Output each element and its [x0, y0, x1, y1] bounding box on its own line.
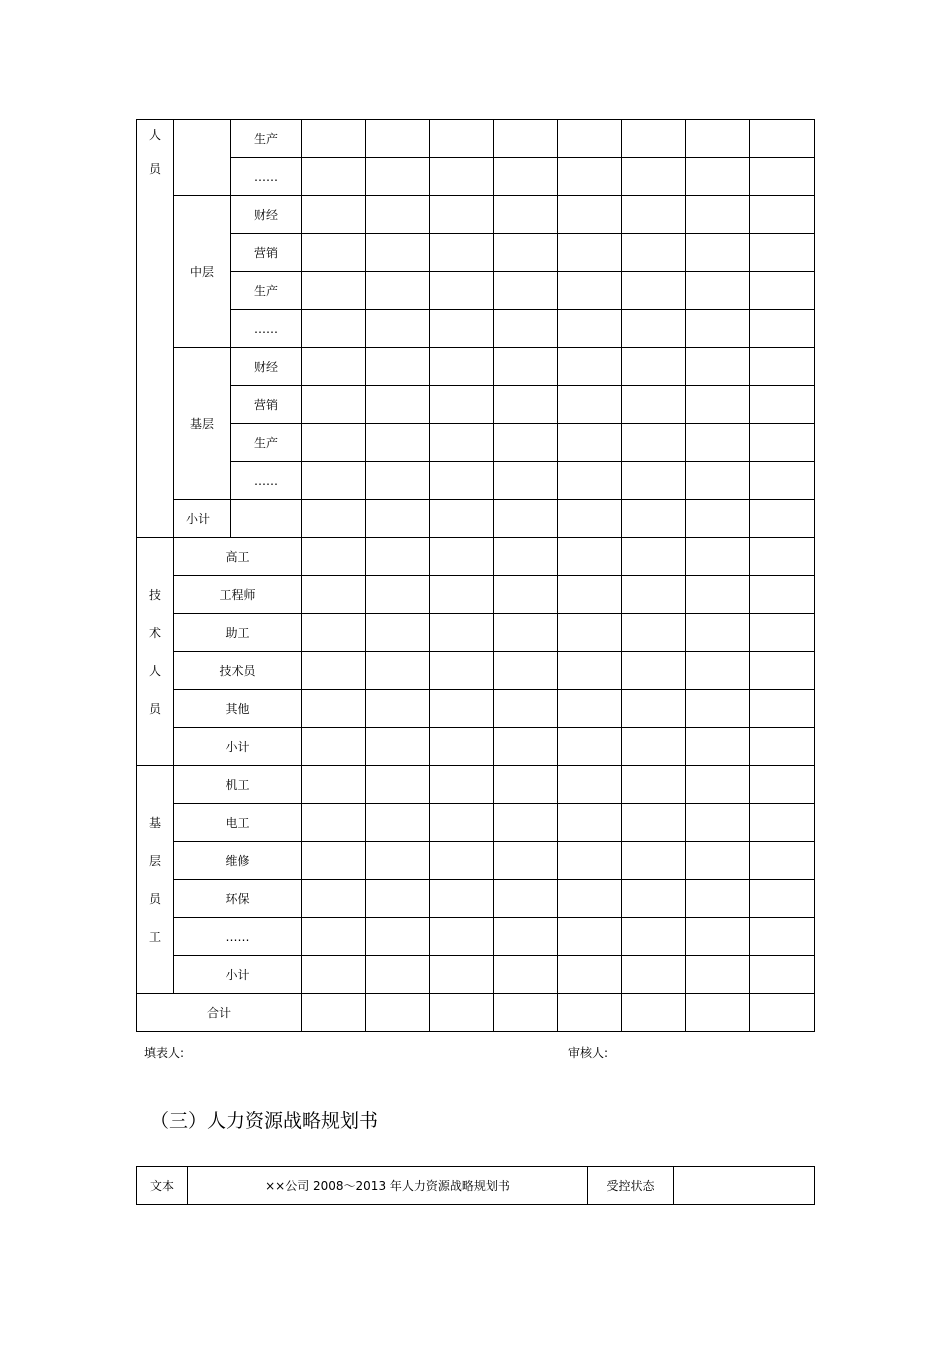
- role-label: 生产: [231, 272, 302, 310]
- side-label-char: 人: [148, 663, 161, 678]
- data-cell[interactable]: [430, 614, 494, 652]
- data-cell[interactable]: [430, 462, 494, 500]
- role-label: ……: [174, 918, 302, 956]
- data-cell[interactable]: [558, 158, 622, 196]
- data-cell[interactable]: [366, 614, 430, 652]
- table-row: [137, 196, 815, 234]
- data-cell[interactable]: [366, 652, 430, 690]
- data-cell[interactable]: [494, 196, 558, 234]
- data-cell[interactable]: [622, 538, 686, 576]
- data-cell[interactable]: [686, 956, 750, 994]
- data-cell[interactable]: [558, 424, 622, 462]
- data-cell[interactable]: [494, 462, 558, 500]
- side-label-char: 员: [148, 891, 161, 906]
- side-label-char: 术: [148, 625, 161, 640]
- data-cell[interactable]: [558, 272, 622, 310]
- data-cell[interactable]: [366, 424, 430, 462]
- data-cell[interactable]: [302, 386, 366, 424]
- data-cell[interactable]: [366, 272, 430, 310]
- data-cell[interactable]: [622, 120, 686, 158]
- table-row: [137, 310, 815, 348]
- data-cell[interactable]: [686, 652, 750, 690]
- data-cell[interactable]: [430, 424, 494, 462]
- table-row: [137, 994, 815, 1032]
- side-label-char: 基: [148, 815, 161, 830]
- data-cell[interactable]: [302, 994, 366, 1032]
- data-cell[interactable]: [622, 386, 686, 424]
- data-cell[interactable]: [686, 690, 750, 728]
- data-cell[interactable]: [430, 386, 494, 424]
- data-cell[interactable]: [430, 766, 494, 804]
- role-label: 小计: [174, 956, 302, 994]
- data-cell[interactable]: [686, 804, 750, 842]
- data-cell[interactable]: [622, 614, 686, 652]
- role-label: 小计: [174, 728, 302, 766]
- data-cell[interactable]: [366, 310, 430, 348]
- data-cell[interactable]: [430, 918, 494, 956]
- data-cell[interactable]: [558, 690, 622, 728]
- data-cell[interactable]: [686, 766, 750, 804]
- data-cell[interactable]: [430, 652, 494, 690]
- data-cell[interactable]: [302, 766, 366, 804]
- role-label: 生产: [231, 120, 302, 158]
- data-cell[interactable]: [302, 462, 366, 500]
- side-label-char: 员: [148, 162, 161, 176]
- data-cell[interactable]: [494, 234, 558, 272]
- data-cell[interactable]: [558, 842, 622, 880]
- data-cell[interactable]: [494, 272, 558, 310]
- data-cell[interactable]: [558, 956, 622, 994]
- data-cell[interactable]: [494, 690, 558, 728]
- total-label: 合计: [137, 994, 302, 1032]
- data-cell[interactable]: [558, 652, 622, 690]
- data-cell[interactable]: [750, 956, 815, 994]
- data-cell[interactable]: [494, 348, 558, 386]
- data-cell[interactable]: [366, 804, 430, 842]
- side-label-char: 工: [148, 929, 161, 944]
- data-cell[interactable]: [302, 196, 366, 234]
- data-cell[interactable]: [558, 500, 622, 538]
- data-cell[interactable]: [366, 880, 430, 918]
- data-cell[interactable]: [302, 424, 366, 462]
- role-label: 维修: [174, 842, 302, 880]
- data-cell[interactable]: [750, 842, 815, 880]
- subtotal-label: 小计: [174, 500, 231, 538]
- table-row: [137, 804, 815, 842]
- document-info-table: [136, 1166, 815, 1205]
- data-cell[interactable]: [622, 272, 686, 310]
- data-cell[interactable]: [750, 272, 815, 310]
- data-cell[interactable]: [302, 956, 366, 994]
- role-label: 营销: [231, 386, 302, 424]
- data-cell[interactable]: [494, 386, 558, 424]
- data-cell[interactable]: [430, 538, 494, 576]
- role-label: ……: [231, 158, 302, 196]
- data-cell[interactable]: [558, 386, 622, 424]
- data-cell[interactable]: [622, 842, 686, 880]
- data-cell[interactable]: [430, 728, 494, 766]
- data-cell[interactable]: [302, 538, 366, 576]
- filler-label: 填表人:: [144, 1046, 185, 1060]
- data-cell[interactable]: [366, 462, 430, 500]
- data-cell[interactable]: [494, 576, 558, 614]
- data-cell[interactable]: [686, 158, 750, 196]
- role-label: ……: [231, 462, 302, 500]
- data-cell[interactable]: [558, 918, 622, 956]
- data-cell[interactable]: [686, 614, 750, 652]
- table-row: [137, 918, 815, 956]
- data-cell[interactable]: [686, 462, 750, 500]
- data-cell[interactable]: [366, 690, 430, 728]
- role-label: 助工: [174, 614, 302, 652]
- data-cell[interactable]: [494, 880, 558, 918]
- role-label: 生产: [231, 424, 302, 462]
- data-cell[interactable]: [366, 766, 430, 804]
- table-row: [137, 766, 815, 804]
- table-row: [137, 348, 815, 386]
- data-cell[interactable]: [750, 158, 815, 196]
- table-row: [137, 956, 815, 994]
- group-label: 基层: [174, 348, 231, 500]
- data-cell[interactable]: [622, 348, 686, 386]
- table-row: [137, 386, 815, 424]
- data-cell[interactable]: [430, 120, 494, 158]
- status-value-cell[interactable]: [674, 1167, 815, 1205]
- role-label: 财经: [231, 196, 302, 234]
- table-row: [137, 462, 815, 500]
- data-cell[interactable]: [494, 158, 558, 196]
- role-label: 财经: [231, 348, 302, 386]
- data-cell[interactable]: [302, 158, 366, 196]
- side-label: [137, 120, 174, 538]
- data-cell[interactable]: [622, 804, 686, 842]
- side-label-char: 层: [148, 853, 161, 868]
- data-cell[interactable]: [494, 310, 558, 348]
- data-cell[interactable]: [622, 196, 686, 234]
- data-cell[interactable]: [750, 424, 815, 462]
- data-cell[interactable]: [750, 538, 815, 576]
- data-cell[interactable]: [750, 462, 815, 500]
- data-cell[interactable]: [686, 196, 750, 234]
- data-cell[interactable]: [366, 994, 430, 1032]
- data-cell[interactable]: [686, 272, 750, 310]
- data-cell[interactable]: [430, 880, 494, 918]
- data-cell[interactable]: [366, 956, 430, 994]
- data-cell[interactable]: [750, 120, 815, 158]
- role-label: ……: [231, 310, 302, 348]
- data-cell[interactable]: [622, 918, 686, 956]
- data-cell[interactable]: [430, 956, 494, 994]
- data-cell[interactable]: [302, 728, 366, 766]
- data-cell[interactable]: [430, 500, 494, 538]
- data-cell[interactable]: [750, 386, 815, 424]
- data-cell[interactable]: [622, 234, 686, 272]
- data-cell[interactable]: [494, 424, 558, 462]
- data-cell[interactable]: [686, 728, 750, 766]
- table-row: [137, 158, 815, 196]
- data-cell[interactable]: [366, 728, 430, 766]
- data-cell[interactable]: [494, 652, 558, 690]
- data-cell[interactable]: [558, 196, 622, 234]
- data-cell[interactable]: [750, 196, 815, 234]
- data-cell[interactable]: [366, 500, 430, 538]
- role-label: 技术员: [174, 652, 302, 690]
- data-cell[interactable]: [558, 766, 622, 804]
- data-cell[interactable]: [686, 538, 750, 576]
- data-cell[interactable]: [558, 614, 622, 652]
- data-cell[interactable]: [686, 310, 750, 348]
- table-row: [137, 500, 815, 538]
- data-cell[interactable]: [750, 348, 815, 386]
- data-cell[interactable]: [302, 918, 366, 956]
- table-row: [137, 272, 815, 310]
- staffing-table: [136, 119, 815, 1032]
- data-cell[interactable]: [302, 804, 366, 842]
- data-cell[interactable]: [494, 994, 558, 1032]
- data-cell[interactable]: [622, 956, 686, 994]
- role-label: 电工: [174, 804, 302, 842]
- side-label-char: 员: [148, 701, 161, 716]
- group-label: 中层: [174, 196, 231, 348]
- data-cell[interactable]: [302, 652, 366, 690]
- data-cell[interactable]: [622, 500, 686, 538]
- table-row: [137, 614, 815, 652]
- data-cell[interactable]: [686, 424, 750, 462]
- data-cell[interactable]: [686, 918, 750, 956]
- data-cell[interactable]: [430, 310, 494, 348]
- table-row: [137, 842, 815, 880]
- data-cell[interactable]: [494, 120, 558, 158]
- data-cell[interactable]: [558, 462, 622, 500]
- data-cell[interactable]: [430, 994, 494, 1032]
- data-cell[interactable]: [558, 310, 622, 348]
- data-cell[interactable]: [622, 994, 686, 1032]
- data-cell[interactable]: [366, 918, 430, 956]
- data-cell[interactable]: [494, 500, 558, 538]
- data-cell[interactable]: [686, 500, 750, 538]
- data-cell[interactable]: [686, 576, 750, 614]
- data-cell[interactable]: [622, 310, 686, 348]
- data-cell[interactable]: [558, 994, 622, 1032]
- subtotal-cell[interactable]: [231, 500, 302, 538]
- table-row: [137, 234, 815, 272]
- data-cell[interactable]: [494, 804, 558, 842]
- data-cell[interactable]: [622, 462, 686, 500]
- data-cell[interactable]: [750, 500, 815, 538]
- data-cell[interactable]: [430, 348, 494, 386]
- data-cell[interactable]: [430, 842, 494, 880]
- data-cell[interactable]: [366, 386, 430, 424]
- data-cell[interactable]: [750, 614, 815, 652]
- role-label: 环保: [174, 880, 302, 918]
- table-row: [137, 652, 815, 690]
- data-cell[interactable]: [494, 918, 558, 956]
- data-cell[interactable]: [302, 120, 366, 158]
- document-title: ××公司 2008～2013 年人力资源战略规划书: [188, 1167, 588, 1205]
- data-cell[interactable]: [750, 728, 815, 766]
- role-label: 营销: [231, 234, 302, 272]
- data-cell[interactable]: [622, 158, 686, 196]
- data-cell[interactable]: [750, 804, 815, 842]
- data-cell[interactable]: [366, 196, 430, 234]
- data-cell[interactable]: [302, 690, 366, 728]
- data-cell[interactable]: [430, 576, 494, 614]
- data-cell[interactable]: [494, 614, 558, 652]
- role-label: 高工: [174, 538, 302, 576]
- data-cell[interactable]: [558, 120, 622, 158]
- data-cell[interactable]: [302, 500, 366, 538]
- data-cell[interactable]: [686, 880, 750, 918]
- data-cell[interactable]: [430, 196, 494, 234]
- side-label: [137, 538, 174, 766]
- side-label: [137, 766, 174, 994]
- data-cell[interactable]: [622, 576, 686, 614]
- data-cell[interactable]: [366, 120, 430, 158]
- data-cell[interactable]: [686, 234, 750, 272]
- data-cell[interactable]: [494, 956, 558, 994]
- table-row: [137, 538, 815, 576]
- data-cell[interactable]: [302, 234, 366, 272]
- data-cell[interactable]: [558, 234, 622, 272]
- data-cell[interactable]: [430, 234, 494, 272]
- data-cell[interactable]: [366, 576, 430, 614]
- table-row: [137, 576, 815, 614]
- data-cell[interactable]: [622, 424, 686, 462]
- data-cell[interactable]: [494, 766, 558, 804]
- data-cell[interactable]: [750, 918, 815, 956]
- role-label: 机工: [174, 766, 302, 804]
- data-cell[interactable]: [558, 576, 622, 614]
- data-cell[interactable]: [622, 690, 686, 728]
- data-cell[interactable]: [558, 538, 622, 576]
- data-cell[interactable]: [366, 842, 430, 880]
- table-row: [137, 120, 815, 158]
- text-label: 文本: [137, 1167, 188, 1205]
- data-cell[interactable]: [494, 842, 558, 880]
- data-cell[interactable]: [302, 842, 366, 880]
- side-label-char: 技: [148, 587, 161, 602]
- section-heading: （三）人力资源战略规划书: [150, 1110, 379, 1132]
- data-cell[interactable]: [750, 576, 815, 614]
- data-cell[interactable]: [302, 880, 366, 918]
- data-cell[interactable]: [622, 880, 686, 918]
- status-label: 受控状态: [588, 1167, 674, 1205]
- data-cell[interactable]: [750, 690, 815, 728]
- role-label: 其他: [174, 690, 302, 728]
- data-cell[interactable]: [750, 766, 815, 804]
- data-cell[interactable]: [366, 158, 430, 196]
- data-cell[interactable]: [750, 994, 815, 1032]
- data-cell[interactable]: [430, 690, 494, 728]
- data-cell[interactable]: [750, 652, 815, 690]
- data-cell[interactable]: [430, 158, 494, 196]
- data-cell[interactable]: [558, 348, 622, 386]
- data-cell[interactable]: [686, 348, 750, 386]
- table-row: [137, 690, 815, 728]
- side-label-char: 人: [148, 128, 161, 142]
- data-cell[interactable]: [494, 538, 558, 576]
- data-cell[interactable]: [430, 804, 494, 842]
- table-row: [137, 880, 815, 918]
- data-cell[interactable]: [302, 614, 366, 652]
- data-cell[interactable]: [366, 348, 430, 386]
- data-cell[interactable]: [686, 386, 750, 424]
- data-cell[interactable]: [622, 766, 686, 804]
- group-label: [174, 120, 231, 196]
- reviewer-label: 审核人:: [568, 1046, 609, 1060]
- data-cell[interactable]: [686, 994, 750, 1032]
- data-cell[interactable]: [622, 728, 686, 766]
- data-cell[interactable]: [750, 310, 815, 348]
- data-cell[interactable]: [302, 310, 366, 348]
- data-cell[interactable]: [558, 880, 622, 918]
- data-cell[interactable]: [494, 728, 558, 766]
- data-cell[interactable]: [366, 538, 430, 576]
- data-cell[interactable]: [622, 652, 686, 690]
- data-cell[interactable]: [430, 272, 494, 310]
- data-cell[interactable]: [686, 842, 750, 880]
- data-cell[interactable]: [366, 234, 430, 272]
- data-cell[interactable]: [302, 272, 366, 310]
- data-cell[interactable]: [302, 576, 366, 614]
- table-row: [137, 728, 815, 766]
- data-cell[interactable]: [686, 120, 750, 158]
- data-cell[interactable]: [558, 804, 622, 842]
- role-label: 工程师: [174, 576, 302, 614]
- data-cell[interactable]: [750, 234, 815, 272]
- data-cell[interactable]: [750, 880, 815, 918]
- table-row: [137, 424, 815, 462]
- data-cell[interactable]: [558, 728, 622, 766]
- data-cell[interactable]: [302, 348, 366, 386]
